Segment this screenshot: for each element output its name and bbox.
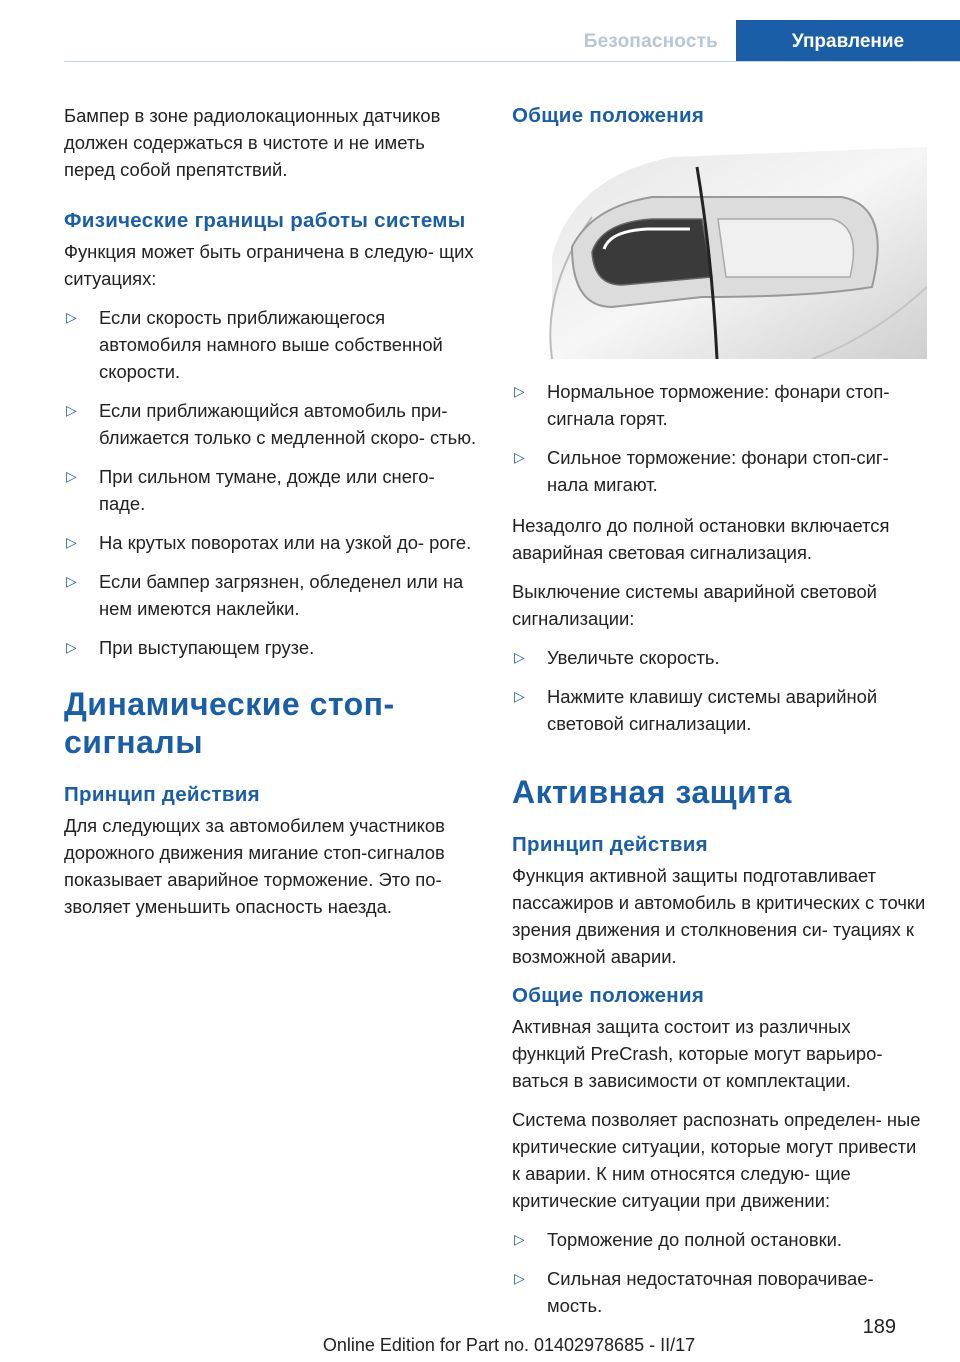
general2-heading: Общие положения xyxy=(512,984,705,1007)
edition-footer: Online Edition for Part no. 01402978685 - II/17 xyxy=(322,1335,696,1355)
bullet-arrow-icon: ▷ xyxy=(66,402,77,418)
principle-text: Для следующих за автомобилем участников дорожного движения мигание стоп-сигналов показывает аварийное торможение. Это по- зволяет уменьшить опасность наезда. xyxy=(64,815,445,917)
limits-text: Функция может быть ограничена в следую- щих ситуациях: xyxy=(64,241,474,289)
bullet-arrow-icon: ▷ xyxy=(514,449,525,465)
active-protection-heading: Активная защита xyxy=(512,774,792,810)
general2-text-1: Активная защита состоит из различных функций PreCrash, которые могут варьиро- ваться в зависимости от комплектации. xyxy=(512,1016,883,1091)
tab-controls[interactable]: Управление xyxy=(736,20,960,62)
intro-paragraph: Бампер в зоне радиолокационных датчиков должен содержаться в чистоте и не иметь перед собой препятствий. xyxy=(64,105,441,180)
bullet-arrow-icon: ▷ xyxy=(66,309,77,325)
hazard-off-list xyxy=(512,644,927,737)
critical-list xyxy=(512,1226,927,1319)
principle-heading: Принцип действия xyxy=(64,783,260,806)
bullet-arrow-icon: ▷ xyxy=(66,534,77,550)
list-item: ▷ Сильная недостаточная поворачивае- мость. xyxy=(512,1265,927,1319)
bullet-arrow-icon: ▷ xyxy=(514,1231,525,1247)
bullet-arrow-icon: ▷ xyxy=(66,573,77,589)
general-heading: Общие положения xyxy=(512,104,705,127)
list-item: ▷ Нажмите клавишу системы аварийной световой сигнализации. xyxy=(512,683,927,737)
hazard-text: Незадолго до полной остановки включается аварийная световая сигнализация. xyxy=(512,515,890,563)
list-item: ▷ Если скорость приближающегося автомобиля намного выше собственной скорости. xyxy=(64,304,480,385)
list-item: ▷ Если приближающийся автомобиль при- ближается только с медленной скоро- стью. xyxy=(64,397,480,451)
limits-heading: Физические границы работы системы xyxy=(64,209,466,232)
list-item: ▷ На крутых поворотах или на узкой до- роге. xyxy=(64,529,480,556)
header-divider xyxy=(64,61,960,62)
list-item: ▷ Увеличьте скорость. xyxy=(512,644,927,671)
left-column xyxy=(64,102,480,932)
principle2-heading: Принцип действия xyxy=(512,833,708,856)
principle2-text: Функция активной защиты подготавливает пассажиров и автомобиль в критических с точки зрения движения и столкновения си- туациях к возможной аварии. xyxy=(512,865,926,967)
list-item: ▷ Торможение до полной остановки. xyxy=(512,1226,927,1253)
bullet-arrow-icon: ▷ xyxy=(66,468,77,484)
list-item: ▷ Сильное торможение: фонари стоп-сиг- нала мигают. xyxy=(512,444,927,498)
hazard-off-text: Выключение системы аварийной световой сигнализации: xyxy=(512,581,877,629)
bullet-arrow-icon: ▷ xyxy=(514,688,525,704)
bullet-arrow-icon: ▷ xyxy=(514,649,525,665)
page-number: 189 xyxy=(862,1316,896,1338)
bullet-arrow-icon: ▷ xyxy=(66,639,77,655)
list-item: ▷ Нормальное торможение: фонари стоп- сигнала горят. xyxy=(512,378,927,432)
general2-text-2: Система позволяет распознать определен- ные критические ситуации, которые могут привести к аварии. К ним относятся следую- щие критические ситуации при движении: xyxy=(512,1109,921,1211)
tail-light-illustration xyxy=(512,137,927,359)
list-item: ▷ При выступающем грузе. xyxy=(64,634,480,661)
brake-list xyxy=(512,378,927,498)
list-item: ▷ Если бампер загрязнен, обледенел или на нем имеются наклейки. xyxy=(64,568,480,622)
bullet-arrow-icon: ▷ xyxy=(514,383,525,399)
dynamic-brake-lights-heading: Динамические стоп- сигналы xyxy=(64,686,395,760)
bullet-arrow-icon: ▷ xyxy=(514,1270,525,1286)
limits-list xyxy=(64,304,480,661)
tab-safety[interactable]: Безопасность xyxy=(583,31,718,52)
right-column xyxy=(512,102,927,1333)
list-item: ▷ При сильном тумане, дожде или снего- паде. xyxy=(64,463,480,517)
page-header xyxy=(64,20,960,62)
